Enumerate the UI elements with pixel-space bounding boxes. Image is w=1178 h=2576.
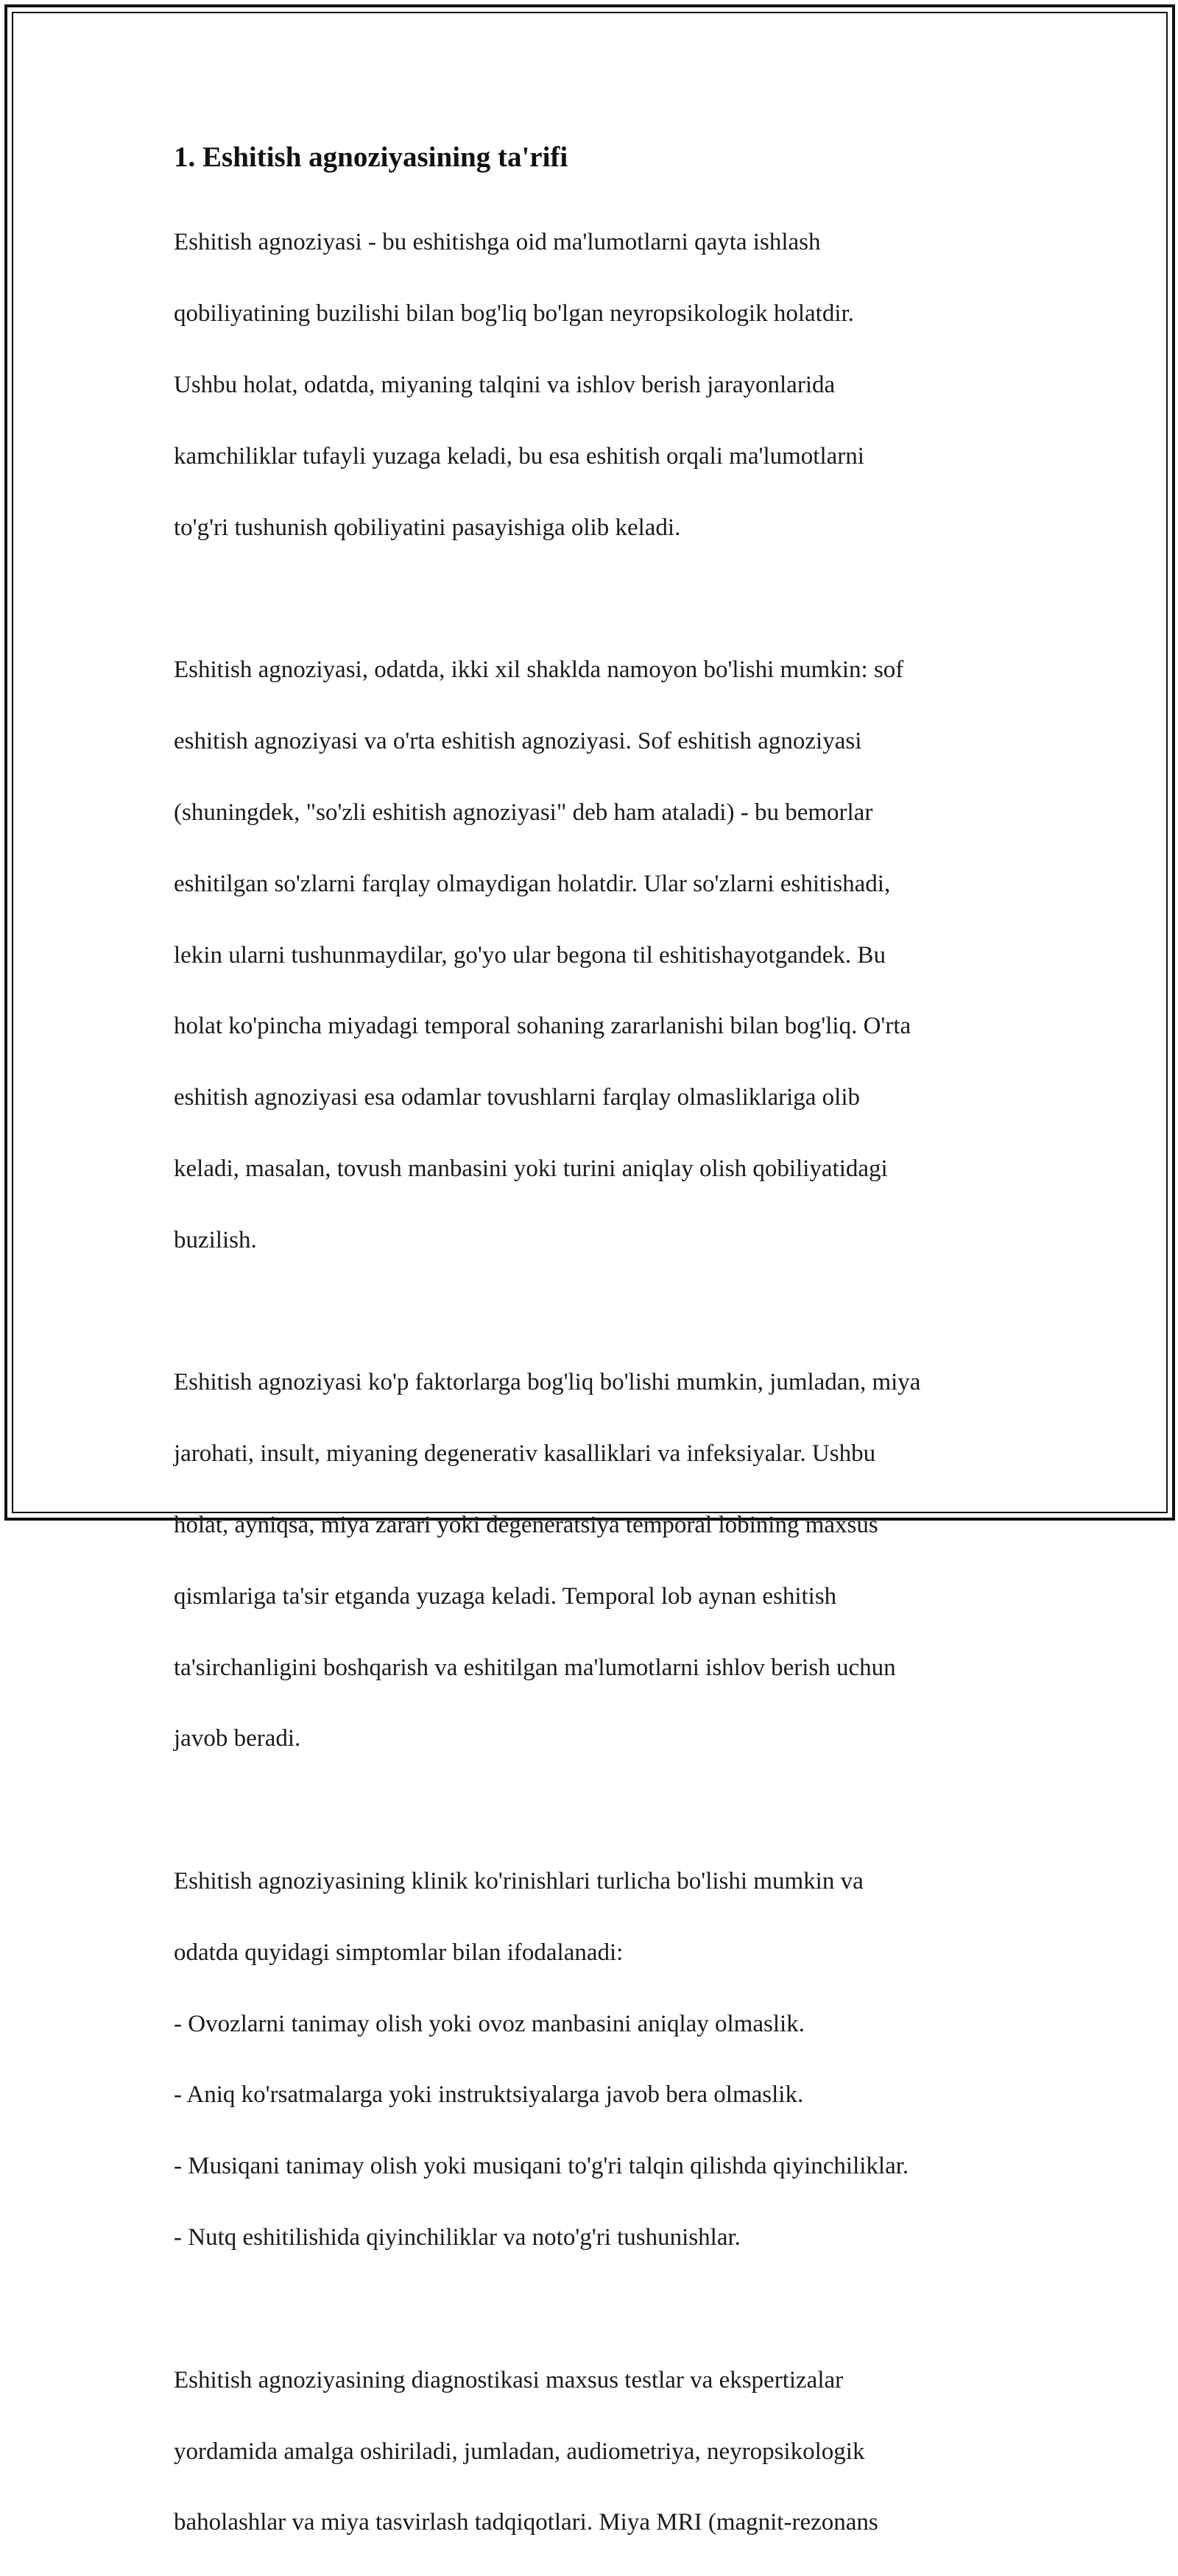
paragraph-definition: [174, 189, 1013, 581]
text-line: kamchiliklar tufayli yuzaga keladi, bu esa eshitish orqali ma'lumotlarni: [174, 442, 864, 470]
text-line: Eshitish agnoziyasi - bu eshitishga oid ma'lumotlarni qayta ishlash: [174, 229, 821, 256]
text-line: to'g'ri tushunish qobiliyatini pasayishiga olib keladi.: [174, 514, 681, 541]
text-line: eshitish agnoziyasi va o'rta eshitish agnoziyasi. Sof eshitish agnoziyasi: [174, 728, 862, 755]
text-line: buzilish.: [174, 1226, 257, 1253]
text-line: qismlariga ta'sir etganda yuzaga keladi. Temporal lob aynan eshitish: [174, 1582, 837, 1610]
text-line: holat ko'pincha miyadagi temporal sohaning zararlanishi bilan bog'liq. O'rta: [174, 1013, 911, 1040]
text-line: (shuningdek, "so'zli eshitish agnoziyasi" deb ham ataladi) - bu bemorlar: [174, 799, 873, 826]
paragraph-forms: [174, 617, 1013, 1294]
text-line: lekin ularni tushunmaydilar, go'yo ular begona til eshitishayotgandek. Bu: [174, 941, 886, 969]
text-line: Eshitish agnoziyasi ko'p faktorlarga bog'liq bo'lishi mumkin, jumladan, miya: [174, 1369, 921, 1396]
text-line: Ushbu holat, odatda, miyaning talqini va ishlov berish jarayonlarida: [174, 372, 836, 399]
text-line: Eshitish agnoziyasi, odatda, ikki xil shaklda namoyon bo'lishi mumkin: sof: [174, 657, 904, 684]
paragraph-symptoms: [174, 1828, 1013, 2291]
paragraph-causes: [174, 1329, 1013, 1792]
text-line: yordamida amalga oshiriladi, jumladan, audiometriya, neyropsikologik: [174, 2438, 865, 2465]
text-line: keladi, masalan, tovush manbasini yoki turini aniqlay olish qobiliyatidagi: [174, 1155, 888, 1182]
symptom-list-item: - Nutq eshitilishida qiyinchiliklar va noto'g'ri tushunishlar.: [174, 2224, 741, 2251]
symptom-list-item: - Musiqani tanimay olish yoki musiqani to'g'ri talqin qilishda qiyinchiliklar.: [174, 2153, 909, 2180]
text-line: qobiliyatining buzilishi bilan bog'liq bo'lgan neyropsikologik holatdir.: [174, 300, 854, 328]
text-line: eshitilgan so'zlarni farqlay olmaydigan holatdir. Ular so'zlarni eshitishadi,: [174, 870, 891, 897]
paragraph-diagnostics: [174, 2326, 1013, 2576]
symptom-list-item: - Ovozlarni tanimay olish yoki ovoz manbasini aniqlay olmaslik.: [174, 2010, 805, 2037]
text-line: holat, ayniqsa, miya zarari yoki degeneratsiya temporal lobining maxsus: [174, 1512, 878, 1538]
text-line: javob beradi.: [174, 1725, 301, 1752]
text-line: eshitish agnoziyasi esa odamlar tovushlarni farqlay olmasliklariga olib: [174, 1084, 861, 1111]
text-line: ta'sirchanligini boshqarish va eshitilgan ma'lumotlarni ishlov berish uchun: [174, 1654, 896, 1681]
text-line: jarohati, insult, miyaning degenerativ kasalliklari va infeksiyalar. Ushbu: [174, 1440, 876, 1468]
document-body: [174, 136, 1013, 2576]
symptom-list-item: - Aniq ko'rsatmalarga yoki instruktsiyalarga javob bera olmaslik.: [174, 2081, 804, 2109]
section-heading: 1. Eshitish agnoziyasining ta'rifi: [174, 141, 568, 173]
text-line: Eshitish agnoziyasining diagnostikasi maxsus testlar va ekspertizalar: [174, 2366, 844, 2393]
text-line: Eshitish agnoziyasining klinik ko'rinishlari turlicha bo'lishi mumkin va: [174, 1868, 864, 1895]
text-line: odatda quyidagi simptomlar bilan ifodalanadi:: [174, 1939, 624, 1966]
text-line: baholashlar va miya tasvirlash tadqiqotlari. Miya MRI (magnit-rezonans: [174, 2509, 878, 2536]
